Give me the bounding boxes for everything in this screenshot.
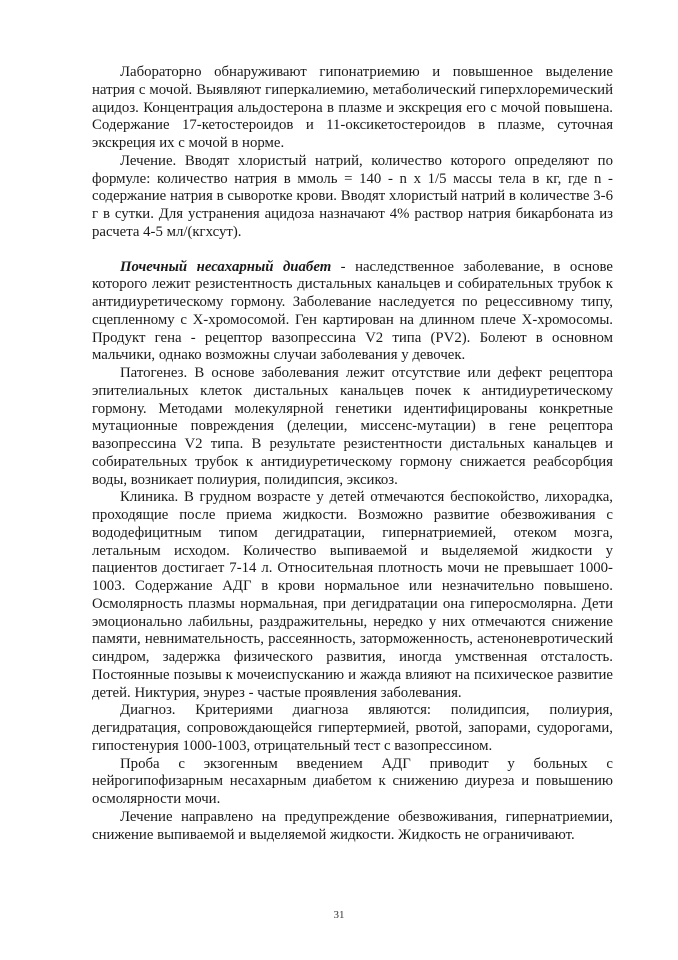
paragraph-clinical-picture: Клиника. В грудном возрасте у детей отмечаются беспокойство, лихорадка, проходящие после приема жидкости. Возможно развитие обезвоживания с вододефицитным типом дегидратации, гипернатриемией, отеком мозга, летальным исходом. Количество выпиваемой и выделяемой жидкости у пациентов достигает 7-14 л. Относительная плотность мочи не превышает 1000-1003. Содержание АДГ в крови нормальное или незначительно повышено. Осмолярность плазмы нормальная, при дегидратации она гиперосмолярна. Дети эмоционально лабильны, раздражительны, нередко у них отмечаются снижение памяти, невнимательность, рассеянность, заторможенность, астеноневротический синдром, задержка физического развития, иногда умственная отсталость. Постоянные позывы к мочеиспусканию и жажда влияют на психическое развитие детей. Никтурия, энурез - частые проявления заболевания. (92, 489, 613, 701)
paragraph-laboratory-findings: Лабораторно обнаруживают гипонатриемию и повышенное выделение натрия с мочой. Выявляют гиперкалиемию, метаболический гиперхлоремический ацидоз. Концентрация альдостерона в плазме и экскреция его с мочой повышена. Содержание 17-кетостероидов и 11-оксикетостероидов в плазме, суточная экскреция их с мочой в норме. (92, 64, 613, 151)
paragraph-pathogenesis: Патогенез. В основе заболевания лежит отсутствие или дефект рецептора эпителиальных клеток дистальных канальцев почек к антидиуретическому гормону. Методами молекулярной генетики идентифицированы конкретные мутационные повреждения (делеции, миссенс-мутации) в гене рецептора вазопрессина V2 типа. В результате резистентности дистальных канальцев и собирательных трубок к антидиуретическому гормону снижается реабсорбция воды, возникает полиурия, полидипсия, эксикоз. (92, 365, 613, 488)
page-body (92, 64, 613, 844)
paragraph-treatment-goals: Лечение направлено на предупреждение обезвоживания, гипернатриемии, снижение выпиваемой и выделяемой жидкости. Жидкость не ограничивают. (92, 808, 613, 843)
paragraph-nephrogenic-diabetes-insipidus (92, 259, 613, 366)
paragraph-diagnosis: Диагноз. Критериями диагноза являются: полидипсия, полиурия, дегидратация, сопровождающейся гипертермией, рвотой, запорами, судорогами, гипостенурия 1000-1003, отрицательный тест с вазопрессином. (92, 702, 613, 754)
term-heading: Почечный несахарный диабет (120, 258, 332, 275)
paragraph-treatment: Лечение. Вводят хлористый натрий, количество которого определяют по формуле: количество натрия в ммоль = 140 - n x 1/5 массы тела в кг, где n - содержание натрия в сыворотке крови. Вводят хлористый натрий в количестве 3-6 г в сутки. Для устранения ацидоза назначают 4% раствор натрия бикарбоната из расчета 4-5 мл/(кгхсут). (92, 152, 613, 240)
paragraph-text: - наследственное заболевание, в основе которого лежит резистентность дистальных канальцев и собирательных трубок к антидиуретическому гормону. Заболевание наследуется по рецессивному типу, сцепленному с Х-хромосомой. Ген картирован на длинном плече Х-хромосомы. Продукт гена - рецептор вазопрессина V2 типа (PV2). Болеют в основном мальчики, однако возможны случаи заболевания у девочек. (92, 258, 613, 364)
page-number: 31 (333, 909, 345, 921)
paragraph-adh-test: Проба с экзогенным введением АДГ приводит у больных с нейрогипофизарным несахарным диабетом к снижению диуреза и повышению осмолярности мочи. (92, 755, 613, 807)
